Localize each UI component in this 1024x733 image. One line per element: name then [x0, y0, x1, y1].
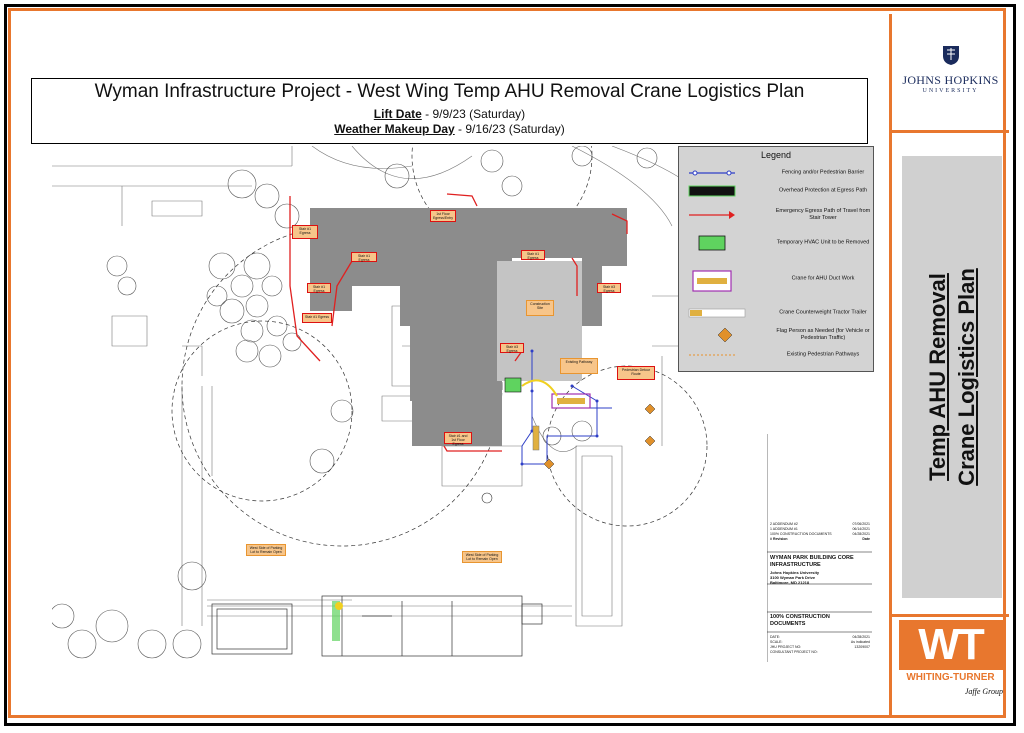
client-name: JOHNS HOPKINS	[902, 73, 999, 87]
contractor-logo	[892, 620, 1009, 696]
lift-date-label: Lift Date	[373, 107, 422, 121]
legend-title: Legend	[760, 150, 792, 160]
lift-date-value: - 9/9/23 (Saturday)	[421, 107, 526, 121]
owner-name: Johns Hopkins University	[770, 570, 820, 575]
trailer-icon	[687, 303, 747, 323]
legend-label: Temporary HVAC Unit to be Removed	[776, 239, 870, 246]
counterweight-trailer	[533, 426, 539, 450]
fence-symbol-icon	[687, 163, 737, 183]
plan-tag: Pedestrian Detour Route	[617, 366, 655, 380]
legend-label: Crane for AHU Duct Work	[791, 275, 855, 282]
crane-body	[557, 398, 585, 404]
field-row: DATE: 04/28/2021	[770, 635, 870, 639]
plan-tag: Stair #1 Egress	[521, 250, 545, 260]
legend-item-flag	[679, 325, 875, 345]
lift-date	[32, 107, 867, 121]
document-status: 100% CONSTRUCTION DOCUMENTS	[770, 614, 830, 627]
contractor-name: WHITING-TURNER	[906, 672, 995, 683]
legend-label: Existing Pedestrian Pathways	[786, 351, 860, 358]
sheet-title-line1: Temp AHU Removal	[925, 273, 950, 481]
project-info	[770, 555, 870, 585]
legend-item-fencing	[679, 163, 875, 183]
egress-arrow-icon	[687, 205, 737, 225]
contractor-group: Jaffe Group	[964, 687, 1003, 696]
wt-mark: WT	[899, 620, 1003, 670]
legend-item-overhead	[679, 181, 875, 201]
lower-building-linework	[212, 596, 542, 656]
legend-item-crane	[679, 269, 875, 289]
survey-point	[482, 493, 492, 503]
plan-tag: Stair #1 and 1st Floor Egress	[444, 432, 472, 444]
client-logo	[892, 44, 1009, 94]
revision-table	[770, 522, 870, 542]
legend-item-pathway	[679, 345, 875, 365]
sheet-fields	[770, 635, 870, 655]
plan-tag: Stair #1 Egress	[351, 252, 377, 262]
plan-tag: Construction Site	[526, 300, 554, 316]
hvac-unit-icon	[687, 233, 737, 253]
title-block	[767, 434, 872, 662]
plan-tag: Stair #1 Egress	[292, 225, 318, 239]
legend-label: Fencing and/or Pedestrian Barrier	[781, 169, 865, 176]
pathway-icon	[687, 345, 737, 365]
flag-person-icon	[687, 325, 737, 345]
plan-tag: Existing Pathway	[560, 358, 598, 374]
plan-tag: Stair #3 Egress	[597, 283, 621, 293]
legend-item-egress	[679, 205, 875, 225]
legend-item-trailer	[679, 303, 875, 323]
client-subname: UNIVERSITY	[922, 88, 979, 94]
legend-panel	[678, 146, 874, 372]
address-line2: Baltimore, MD 21218	[770, 580, 810, 585]
makeup-date-label: Weather Makeup Day	[334, 122, 455, 136]
lower-marker	[335, 602, 343, 610]
plan-tag: West Side of Parking Lot to Remain Open	[462, 551, 502, 563]
sheet-title-panel	[902, 156, 1002, 598]
crane-icon	[687, 269, 737, 293]
legend-label: Crane Counterweight Tractor Trailer	[779, 309, 867, 316]
plan-tag: Stair #1 Egress	[307, 283, 331, 293]
overhead-protection-icon	[687, 181, 737, 201]
legend-label: Overhead Protection at Egress Path	[778, 187, 868, 194]
revision-row: # Revision Date	[770, 537, 870, 541]
revision-row: 100% CONSTRUCTION DOCUMENTS 04/28/2021	[770, 532, 870, 536]
revision-row: 1 ADDENDUM #1 06/14/2021	[770, 527, 870, 531]
address-line1: 3100 Wyman Park Drive	[770, 575, 816, 580]
field-row: CONSULTANT PROJECT NO:	[770, 650, 818, 654]
makeup-date-value: - 9/16/23 (Saturday)	[454, 122, 565, 136]
plan-tag: Stair #3 Egress	[500, 343, 524, 353]
sidebar-divider	[892, 614, 1009, 617]
field-row: JHU PROJECT NO: 13209007	[770, 645, 870, 649]
project-name: WYMAN PARK BUILDING CORE INFRASTRUCTURE	[770, 555, 854, 568]
makeup-date	[32, 122, 867, 136]
sheet-title-line2: Crane Logistics Plan	[954, 268, 979, 486]
temp-hvac-unit	[505, 378, 521, 392]
plan-tag: Stair #1 Egress	[302, 313, 332, 323]
plan-tag: 1st Floor Egress/Entry	[430, 210, 456, 222]
title-sidebar	[889, 14, 1009, 717]
revision-row: 2 ADDENDUM #2 07/06/2021	[770, 522, 870, 526]
legend-label: Emergency Egress Path of Travel from Stair Tower	[775, 208, 871, 221]
title-box	[31, 78, 868, 144]
plan-tag: West Side of Parking Lot to Remain Open	[246, 544, 286, 556]
sidebar-divider	[892, 130, 1009, 133]
legend-item-hvac	[679, 233, 875, 253]
sheet-title	[923, 268, 981, 486]
sheet-main-title: Wyman Infrastructure Project - West Wing Temp AHU Removal Crane Logistics Plan	[94, 81, 805, 102]
legend-label: Flag Person as Needed (for Vehicle or Pedestrian Traffic)	[776, 328, 870, 341]
jhu-shield-icon	[941, 44, 961, 66]
field-row: SCALE: As indicated	[770, 640, 870, 644]
